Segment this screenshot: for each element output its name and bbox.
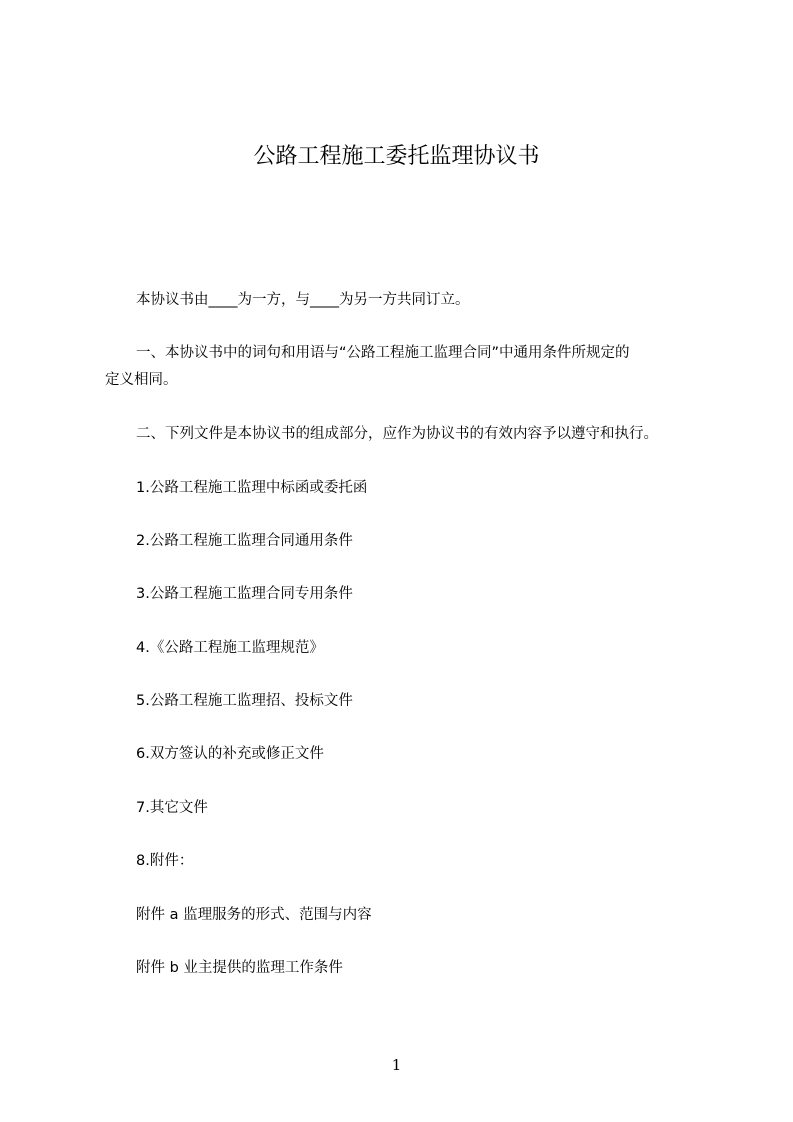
page-number: 1: [391, 1056, 402, 1074]
list-item: 5.公路工程施工监理招、投标文件: [136, 693, 353, 709]
list-item: 2.公路工程施工监理合同通用条件: [136, 533, 353, 549]
list-item: 4.《公路工程施工监理规范》: [136, 640, 324, 656]
paragraph-clause-2: 二、下列文件是本协议书的组成部分，应作为协议书的有效内容予以遵守和执行。: [136, 426, 658, 442]
attachment-item: 附件 a 监理服务的形式、范围与内容: [136, 907, 372, 923]
list-item: 6.双方签认的补充或修正文件: [136, 746, 324, 762]
list-item: 1.公路工程施工监理中标函或委托函: [136, 480, 368, 496]
list-item: 7.其它文件: [136, 800, 208, 816]
document-title: 公路工程施工委托监理协议书: [253, 144, 540, 169]
list-item: 8.附件：: [136, 853, 194, 869]
list-item: 3.公路工程施工监理合同专用条件: [136, 586, 353, 602]
paragraph-intro: 本协议书由____为一方，与____为另一方共同订立。: [136, 292, 470, 308]
paragraph-clause-1-cont: 定义相同。: [105, 372, 178, 388]
paragraph-clause-1: 一、本协议书中的词句和用语与“公路工程施工监理合同”中通用条件所规定的: [136, 345, 630, 361]
attachment-item: 附件 b 业主提供的监理工作条件: [136, 960, 343, 976]
